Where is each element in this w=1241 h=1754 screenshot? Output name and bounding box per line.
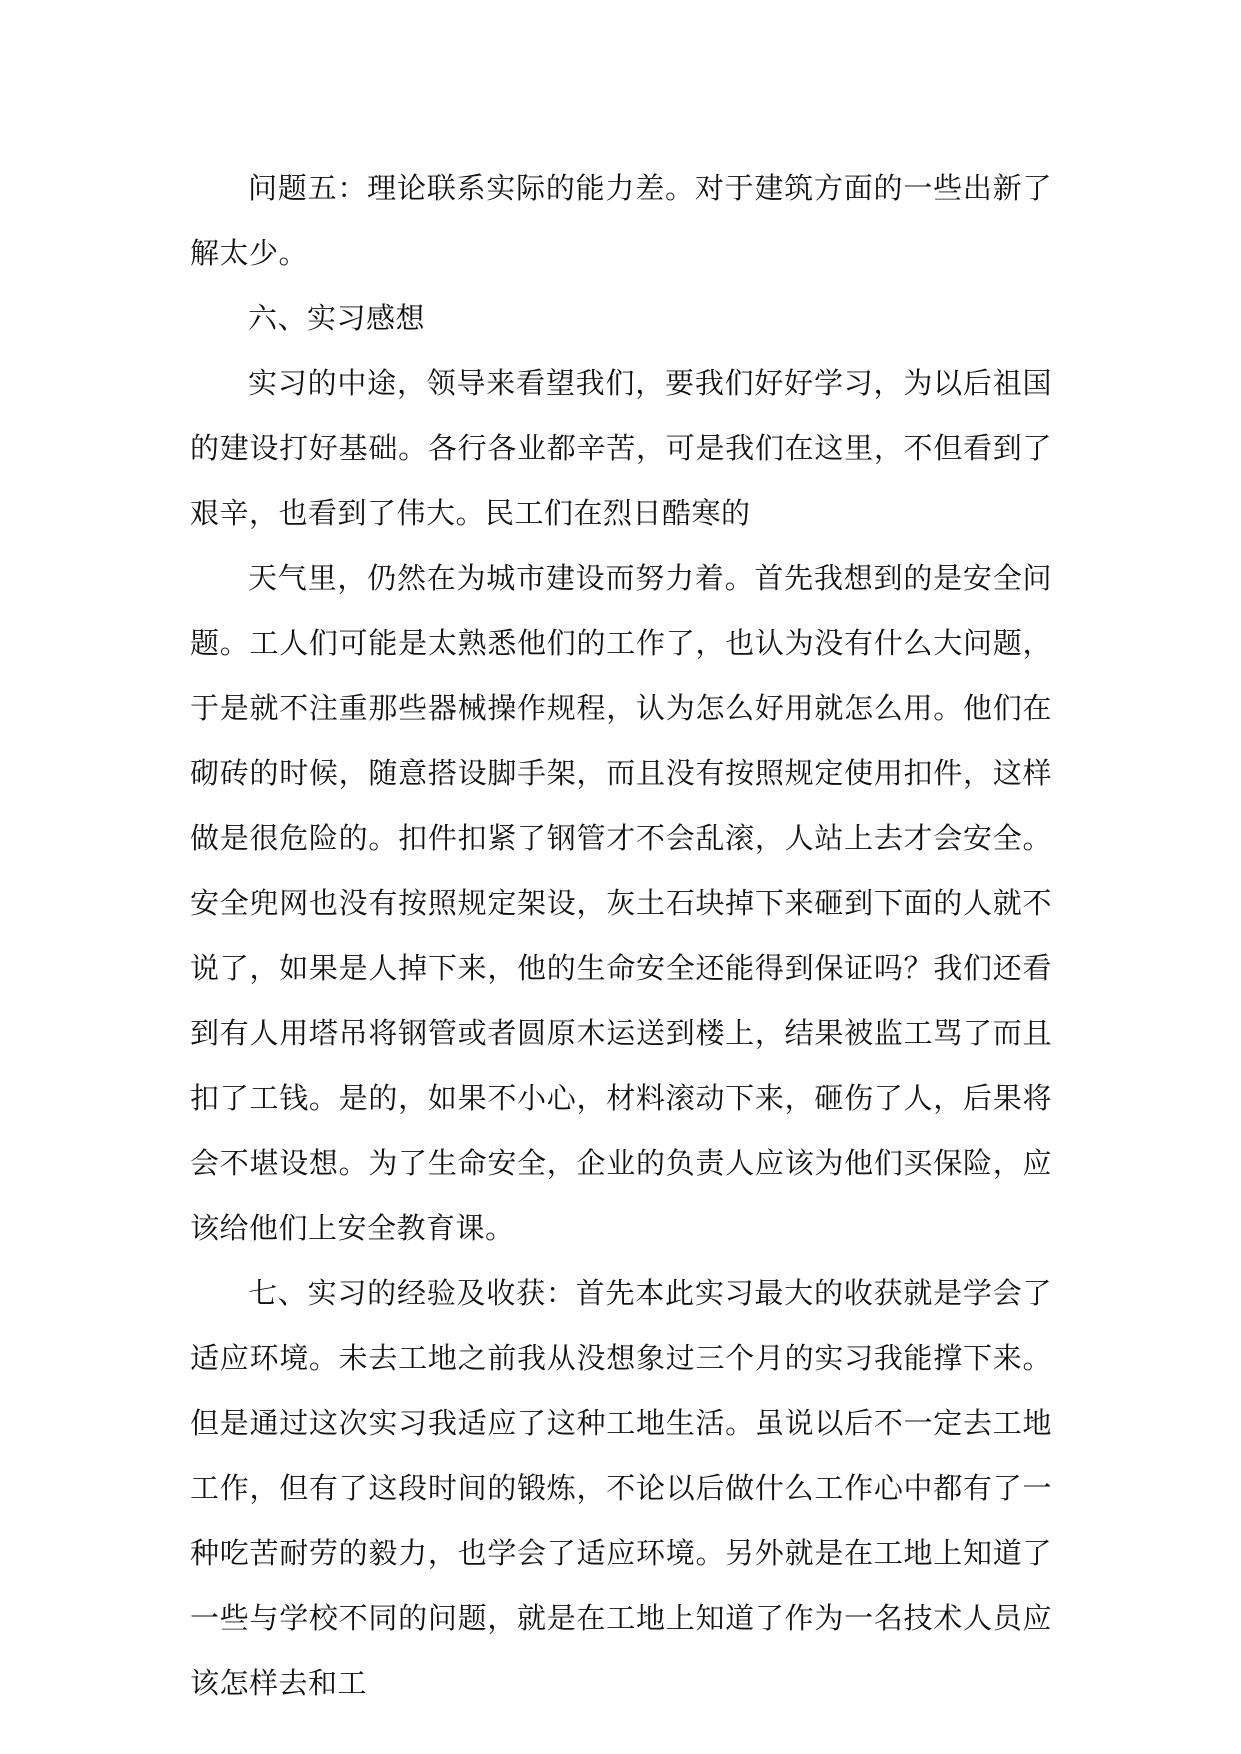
paragraph-safety-issues: 天气里，仍然在为城市建设而努力着。首先我想到的是安全问题。工人们可能是太熟悉他们的工作了，也认为没有什么大问题，于是就不注重那些器械操作规程，认为怎么好用就怎么用。他们在砌砖的时候，随意搭设脚手架，而且没有按照规定使用扣件，这样做是很危险的。扣件扣紧了钢管才不会乱滚，人站上去才会安全。安全兜网也没有按照规定架设，灰土石块掉下来砸到下面的人就不说了，如果是人掉下来，他的生命安全还能得到保证吗？我们还看到有人用塔吊将钢管或者圆原木运送到楼上，结果被监工骂了而且扣了工钱。是的，如果不小心，材料滚动下来，砸伤了人，后果将会不堪设想。为了生命安全，企业的负责人应该为他们买保险，应该给他们上安全教育课。: [190, 561, 1052, 1245]
paragraph-leader-visit: 实习的中途，领导来看望我们，要我们好好学习，为以后祖国的建设打好基础。各行各业都辛苦，可是我们在这里，不但看到了艰辛，也看到了伟大。民工们在烈日酷寒的: [190, 366, 1052, 530]
document-body: [190, 156, 1052, 1716]
heading-internship-reflections: 六、实习感想: [248, 301, 426, 335]
paragraph-experience-gains: 七、实习的经验及收获：首先本此实习最大的收获就是学会了适应环境。未去工地之前我从没想象过三个月的实习我能撑下来。但是通过这次实习我适应了这种工地生活。虽说以后不一定去工地工作，但有了这段时间的锻炼，不论以后做什么工作心中都有了一种吃苦耐劳的毅力，也学会了适应环境。另外就是在工地上知道了一些与学校不同的问题，就是在工地上知道了作为一名技术人员应该怎样去和工: [190, 1276, 1052, 1700]
paragraph-problem-five: 问题五：理论联系实际的能力差。对于建筑方面的一些出新了解太少。: [190, 171, 1052, 270]
